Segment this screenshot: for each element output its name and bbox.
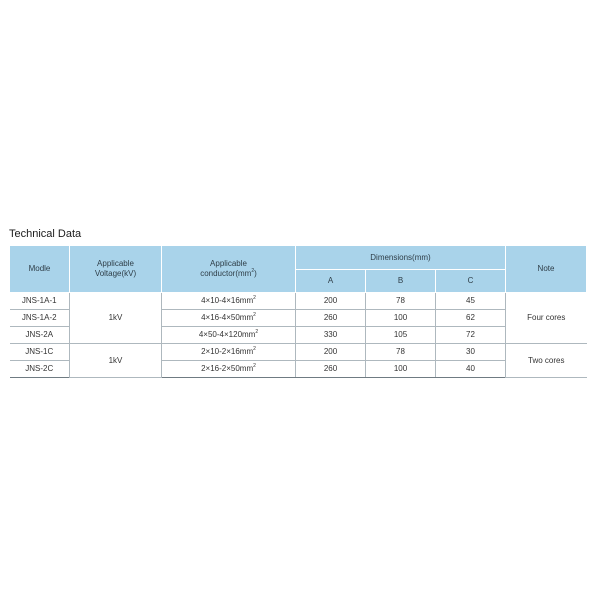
cell-dim-a: 330 — [296, 327, 366, 344]
header-voltage — [70, 246, 162, 293]
header-conductor-line2 — [200, 269, 257, 278]
table-header — [10, 246, 587, 293]
cell-dim-b: 100 — [366, 310, 436, 327]
header-dim-a: A — [296, 270, 366, 293]
cell-voltage: 1kV — [70, 344, 162, 378]
conductor-sup: 2 — [253, 346, 256, 352]
conductor-text: 2×10-2×16mm — [201, 347, 254, 356]
table-body — [10, 293, 587, 378]
section-title: Technical Data — [9, 228, 82, 240]
cell-dim-c: 72 — [436, 327, 506, 344]
cell-conductor — [162, 327, 296, 344]
cell-note: Two cores — [506, 344, 587, 378]
conductor-sup: 2 — [255, 329, 259, 335]
cell-dim-b: 100 — [366, 361, 436, 378]
header-conductor-close: ) — [254, 269, 257, 278]
cell-conductor — [162, 293, 296, 310]
header-voltage-line2: Voltage(kV) — [94, 269, 137, 278]
table-row — [10, 344, 587, 361]
cell-model: JNS-2A — [10, 327, 70, 344]
cell-conductor — [162, 361, 296, 378]
cell-note: Four cores — [506, 293, 587, 344]
cell-dim-a: 200 — [296, 293, 366, 310]
header-note: Note — [506, 246, 587, 293]
cell-dim-b: 78 — [366, 293, 436, 310]
header-dim-c: C — [436, 270, 506, 293]
technical-data-table — [9, 245, 587, 378]
conductor-sup: 2 — [253, 295, 256, 301]
cell-model: JNS-1A-1 — [10, 293, 70, 310]
cell-dim-a: 260 — [296, 310, 366, 327]
header-voltage-line1: Applicable — [97, 259, 134, 268]
cell-dim-b: 78 — [366, 344, 436, 361]
cell-model: JNS-2C — [10, 361, 70, 378]
conductor-text: 4×50-4×120mm — [198, 330, 256, 339]
header-conductor-line1: Applicable — [210, 259, 247, 268]
header-dimensions: Dimensions(mm) — [296, 246, 506, 270]
cell-model: JNS-1A-2 — [10, 310, 70, 327]
cell-dim-a: 260 — [296, 361, 366, 378]
header-model: Modle — [10, 246, 70, 293]
cell-dim-c: 40 — [436, 361, 506, 378]
cell-conductor — [162, 310, 296, 327]
cell-dim-a: 200 — [296, 344, 366, 361]
cell-dim-c: 62 — [436, 310, 506, 327]
header-conductor-text: conductor(mm — [200, 269, 252, 278]
conductor-text: 4×16-4×50mm — [201, 313, 254, 322]
cell-conductor — [162, 344, 296, 361]
cell-voltage: 1kV — [70, 293, 162, 344]
cell-dim-c: 45 — [436, 293, 506, 310]
cell-dim-b: 105 — [366, 327, 436, 344]
conductor-text: 2×16-2×50mm — [201, 364, 254, 373]
cell-dim-c: 30 — [436, 344, 506, 361]
header-conductor-sup: 2 — [251, 268, 255, 274]
conductor-sup: 2 — [253, 312, 256, 318]
cell-model: JNS-1C — [10, 344, 70, 361]
table-row — [10, 293, 587, 310]
header-conductor — [162, 246, 296, 293]
header-dim-b: B — [366, 270, 436, 293]
conductor-text: 4×10-4×16mm — [201, 296, 254, 305]
conductor-sup: 2 — [253, 363, 256, 369]
